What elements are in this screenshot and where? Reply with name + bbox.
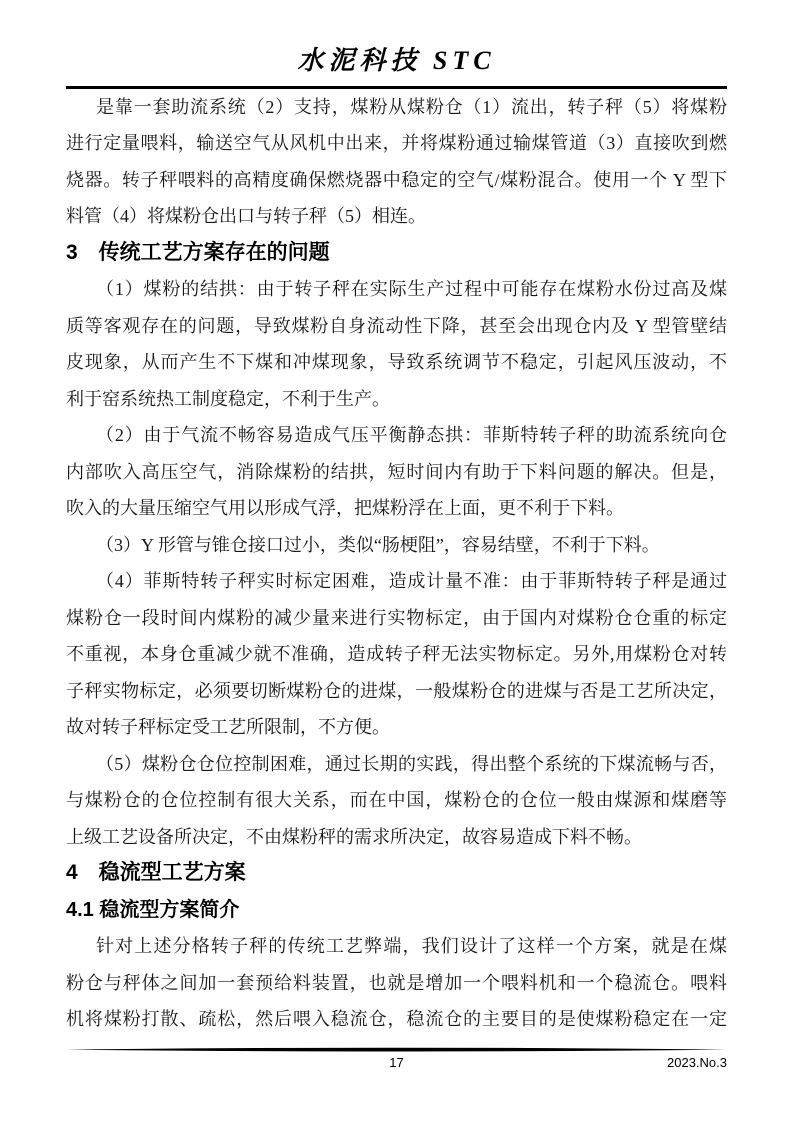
text-line: 机将煤粉打散、疏松，然后喂入稳流仓，稳流仓的主要目的是使煤粉稳定在一定 bbox=[66, 1009, 727, 1029]
issue-label: 2023.No.3 bbox=[667, 1055, 727, 1070]
text-line: 进行定量喂料，输送空气从风机中出来，并将煤粉通过输煤管道（3）直接吹到燃 bbox=[66, 133, 727, 153]
scheme-intro-paragraph bbox=[66, 928, 727, 1038]
text-line: 吹入的大量压缩空气用以形成气浮，把煤粉浮在上面，更不利于下料。 bbox=[66, 498, 624, 518]
text-line: （5）煤粉仓仓位控制困难，通过长期的实践，得出整个系统的下煤流畅与否， bbox=[96, 753, 727, 774]
problem-4-paragraph bbox=[66, 563, 727, 746]
section-4-heading: 4 稳流型工艺方案 bbox=[66, 861, 246, 884]
problem-1-paragraph bbox=[66, 271, 727, 417]
text-line: （1）煤粉的结拱：由于转子秤在实际生产过程中可能存在煤粉水份过高及煤 bbox=[96, 279, 727, 299]
text-line: 不重视，本身仓重减少就不准确，造成转子秤无法实物标定。另外,用煤粉仓对转 bbox=[66, 644, 727, 664]
text-line: 是靠一套助流系统（2）支持，煤粉从煤粉仓（1）流出，转子秤（5）将煤粉 bbox=[96, 96, 727, 117]
text-line: （3）Y 形管与锥仓接口过小，类似“肠梗阻”，容易结壁，不利于下料。 bbox=[96, 534, 660, 555]
text-line: （2）由于气流不畅容易造成气压平衡静态拱：菲斯特转子秤的助流系统向仓 bbox=[96, 425, 727, 445]
text-line: 粉仓与秤体之间加一套预给料装置，也就是增加一个喂料机和一个稳流仓。喂料 bbox=[66, 972, 727, 993]
text-line: 料管（4）将煤粉仓出口与转子秤（5）相连。 bbox=[66, 206, 426, 226]
text-line: 质等客观存在的问题，导致煤粉自身流动性下降，甚至会出现仓内及 Y 型管壁结 bbox=[66, 315, 727, 336]
page-number: 17 bbox=[389, 1055, 404, 1070]
footer-row bbox=[66, 1055, 727, 1073]
journal-title: 水泥科技 STC bbox=[297, 46, 496, 75]
text-line: 内部吹入高压空气，消除煤粉的结拱，短时间内有助于下料问题的解决。但是， bbox=[66, 461, 727, 482]
text-line: 上级工艺设备所决定，不由煤粉秤的需求所决定，故容易造成下料不畅。 bbox=[66, 826, 642, 847]
text-line: 故对转子秤标定受工艺所限制，不方便。 bbox=[66, 717, 390, 737]
text-line: 皮现象，从而产生不下煤和冲煤现象，导致系统调节不稳定，引起风压波动，不 bbox=[66, 352, 727, 372]
intro-paragraph bbox=[66, 89, 727, 235]
document-body bbox=[66, 89, 727, 1038]
text-line: 烧器。转子秤喂料的高精度确保燃烧器中稳定的空气/煤粉混合。使用一个 Y 型下 bbox=[66, 169, 727, 190]
text-line: 利于窑系统热工制度稳定，不利于生产。 bbox=[66, 388, 390, 409]
text-line: 与煤粉仓的仓位控制有很大关系，而在中国，煤粉仓的仓位一般由煤源和煤磨等 bbox=[66, 790, 727, 810]
section-3-heading: 3 传统工艺方案存在的问题 bbox=[66, 240, 330, 264]
text-line: 煤粉仓一段时间内煤粉的减少量来进行实物标定，由于国内对煤粉仓仓重的标定 bbox=[66, 607, 727, 628]
page-footer bbox=[66, 1047, 727, 1073]
problem-2-paragraph bbox=[66, 417, 727, 527]
footer-rule bbox=[66, 1047, 727, 1053]
problem-3-paragraph bbox=[66, 527, 727, 564]
problem-5-paragraph bbox=[66, 746, 727, 856]
text-line: 针对上述分格转子秤的传统工艺弊端，我们设计了这样一个方案，就是在煤 bbox=[96, 936, 727, 956]
text-line: （4）菲斯特转子秤实时标定困难，造成计量不准：由于菲斯特转子秤是通过 bbox=[96, 571, 727, 591]
text-line: 子秤实物标定，必须要切断煤粉仓的进煤，一般煤粉仓的进煤与否是工艺所决定， bbox=[66, 680, 727, 701]
section-4-1-heading: 4.1 稳流型方案简介 bbox=[66, 898, 240, 921]
